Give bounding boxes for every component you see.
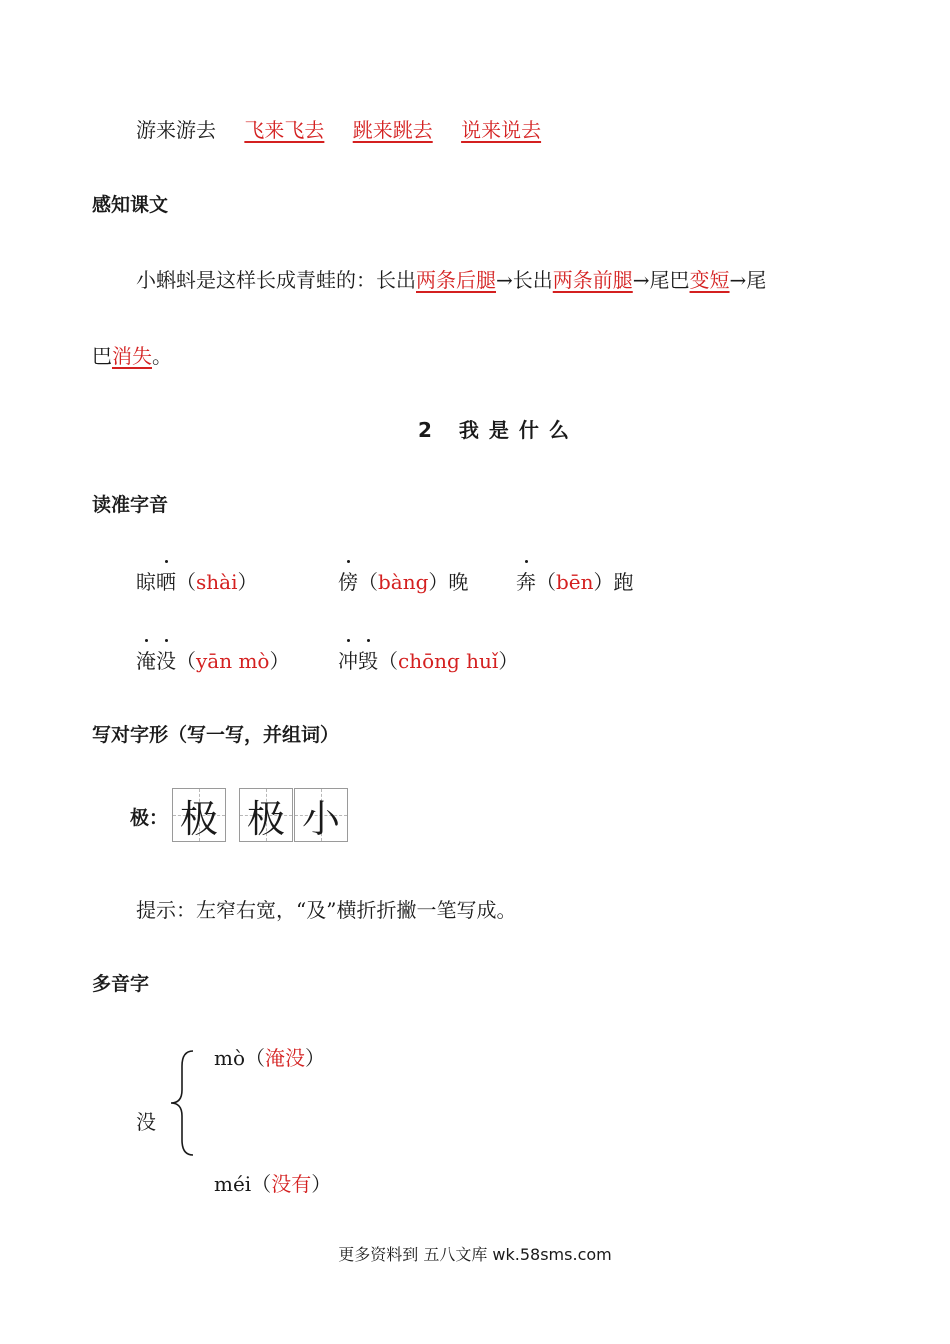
pinyin-answer: chōng huǐ — [398, 649, 499, 673]
paren: （ — [176, 570, 196, 594]
hanzi-dotted: 冲 — [338, 645, 358, 674]
sentence-text: →尾巴 — [632, 268, 690, 292]
curly-brace-icon — [165, 1048, 197, 1158]
hanzi: 跑 — [613, 570, 634, 594]
footer-text: 更多资料到 五八文库 wk.58sms.com — [338, 1245, 612, 1264]
pinyin-answer: yān mò — [196, 649, 270, 673]
hanzi-dotted: 奔 — [516, 566, 536, 595]
answer-phrase: 说来说去 — [461, 118, 542, 142]
pinyin-answer: bēn — [556, 570, 594, 594]
paren: （ — [245, 1046, 266, 1070]
paren: ） — [237, 570, 258, 594]
paren: ） — [498, 649, 519, 673]
section-heading-polyphone: 多音字 — [92, 973, 150, 995]
pinyin: mò — [214, 1046, 246, 1070]
polyphone-reading — [214, 1042, 325, 1071]
answer-phrase: 跳来跳去 — [352, 118, 433, 142]
writing-char: 小 — [301, 796, 340, 841]
pinyin-answer: shài — [196, 570, 238, 594]
answer-blank: 变短 — [689, 268, 730, 292]
paren: （ — [378, 649, 398, 673]
pinyin-item — [338, 645, 518, 674]
paren: ） — [593, 570, 614, 594]
section-heading-write: 写对字形（写一写，并组词） — [92, 724, 340, 746]
paren: ） — [311, 1172, 332, 1196]
answer-blank: 消失 — [112, 344, 152, 368]
hanzi-dotted: 晒 — [156, 566, 176, 595]
sentence-text: 巴 — [92, 344, 112, 368]
writing-char: 极 — [179, 796, 218, 841]
hanzi-dotted: 淹 — [136, 645, 156, 674]
tianzige-box — [294, 788, 348, 842]
paren: （ — [536, 570, 556, 594]
paren: ） — [269, 649, 290, 673]
pinyin-item — [516, 566, 634, 595]
pinyin: méi — [214, 1172, 252, 1196]
paren: ） — [428, 570, 449, 594]
pinyin-item — [136, 566, 257, 595]
phrase-line — [136, 114, 541, 143]
hanzi: 晚 — [448, 570, 469, 594]
pinyin-item — [136, 645, 289, 674]
tianzige-box — [239, 788, 293, 842]
writing-char: 极 — [246, 796, 285, 841]
answer-word: 没有 — [271, 1172, 312, 1196]
writing-hint: 提示：左窄右宽，“及”横折折撇一笔写成。 — [136, 898, 517, 922]
hanzi: 晾 — [136, 570, 156, 594]
sentence-text: →长出 — [496, 268, 553, 292]
lesson-title: 2 我是什么 — [418, 418, 579, 442]
sentence-text: 小蝌蚪是这样长成青蛙的：长出 — [136, 268, 416, 292]
writing-label: 极： — [130, 807, 169, 829]
paren: （ — [176, 649, 196, 673]
polyphone-char: 没 — [136, 1110, 156, 1134]
pinyin-item — [338, 566, 468, 595]
polyphone-reading — [214, 1168, 331, 1197]
hanzi-dotted: 傍 — [338, 566, 358, 595]
tianzige-box — [172, 788, 226, 842]
section-heading-perceive: 感知课文 — [92, 194, 169, 216]
section-heading-read: 读准字音 — [92, 494, 169, 516]
hanzi-dotted: 毁 — [358, 645, 378, 674]
paren: （ — [251, 1172, 272, 1196]
paren: ） — [305, 1046, 326, 1070]
answer-blank: 两条后腿 — [416, 268, 496, 292]
sentence-text: →尾 — [729, 268, 767, 292]
answer-phrase: 飞来飞去 — [244, 118, 325, 142]
tadpole-sentence-line1 — [136, 264, 766, 293]
tadpole-sentence-line2 — [92, 340, 172, 369]
sentence-text: 。 — [152, 344, 172, 368]
answer-blank: 两条前腿 — [552, 268, 633, 292]
phrase-lead: 游来游去 — [136, 118, 216, 142]
answer-word: 淹没 — [265, 1046, 306, 1070]
pinyin-answer: bàng — [378, 570, 429, 594]
paren: （ — [358, 570, 378, 594]
hanzi-dotted: 没 — [156, 645, 176, 674]
